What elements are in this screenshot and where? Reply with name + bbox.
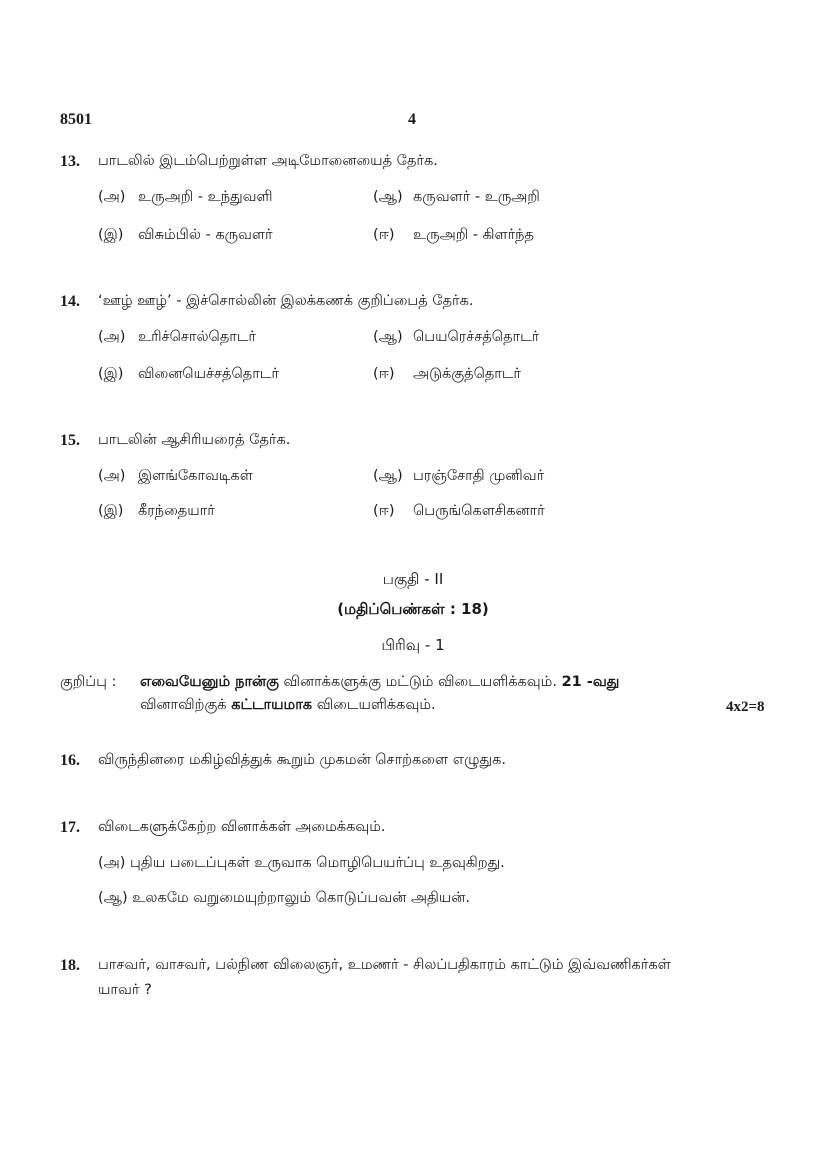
question-number: 18.: [60, 957, 80, 974]
option-label: (அ): [98, 468, 126, 484]
option-text: அடுக்குத்தொடர்: [413, 366, 521, 382]
option-label: (ஈ): [373, 366, 395, 382]
note-label: குறிப்பு :: [60, 674, 117, 690]
option-ii: [373, 503, 545, 521]
sub-question-label: (அ): [98, 855, 126, 871]
note-line-1: [140, 674, 619, 692]
question-text: விருந்தினரை மகிழ்வித்துக் கூறும் முகமன் சொற்களை எழுதுக.: [98, 752, 506, 768]
option-text: பரஞ்சோதி முனிவர்: [413, 468, 545, 484]
option-label: (ஆ): [373, 189, 403, 205]
option-text: வினையெச்சத்தொடர்: [138, 366, 279, 382]
option-label: (அ): [98, 329, 126, 345]
option-label: (ஆ): [373, 329, 403, 345]
sub-question-text: உலகமே வறுமையுற்றாலும் கொடுப்பவன் அதியன்.: [132, 890, 470, 906]
option-label: (இ): [98, 227, 124, 243]
sub-question-text: புதிய படைப்புகள் உருவாக மொழிபெயர்ப்பு உதவுகிறது.: [130, 855, 505, 871]
marks-scheme: 4x2=8: [726, 699, 765, 715]
question-text: பாடலின் ஆசிரியரைத் தேர்க.: [98, 432, 291, 448]
note-text: வினாவிற்குக்: [140, 697, 227, 713]
option-a: [98, 189, 273, 207]
option-text: கருவளர் - உருஅறி: [413, 189, 540, 205]
question-number: 13.: [60, 153, 80, 170]
paper-code: 8501: [60, 111, 92, 128]
question-number: 16.: [60, 752, 80, 769]
option-a: [98, 329, 256, 347]
question-number: 14.: [60, 293, 80, 310]
note-text: வினாக்களுக்கு மட்டும் விடையளிக்கவும்.: [283, 674, 557, 690]
note-emphasis: கட்டாயமாக: [231, 697, 313, 713]
sub-question-aa: [98, 890, 470, 908]
option-text: விசும்பில் - கருவளர்: [138, 227, 273, 243]
option-aa: [373, 189, 540, 207]
option-ii: [373, 366, 521, 384]
question-text-line-2: யாவர் ?: [98, 982, 152, 998]
option-label: (இ): [98, 503, 124, 519]
option-aa: [373, 468, 544, 486]
option-label: (அ): [98, 189, 126, 205]
option-i: [98, 366, 279, 384]
option-text: உரிச்சொல்தொடர்: [138, 329, 256, 345]
note-line-2: [140, 697, 436, 715]
question-text-line-1: பாசவர், வாசவர், பல்நிண விலைஞர், உமணர் - சிலப்பதிகாரம் காட்டும் இவ்வணிகர்கள்: [98, 957, 671, 973]
note-emphasis: எவையேனும் நான்கு: [140, 674, 279, 690]
option-text: பெயரெச்சத்தொடர்: [413, 329, 540, 345]
page-number: 4: [408, 111, 416, 128]
note-text: விடையளிக்கவும்.: [316, 697, 436, 713]
option-text: கீரந்தையார்: [138, 503, 215, 519]
marks-heading: (மதிப்பெண்கள் : 18): [337, 600, 489, 618]
option-label: (ஈ): [373, 503, 395, 519]
option-ii: [373, 227, 534, 245]
option-text: இளங்கோவடிகள்: [138, 468, 253, 484]
option-a: [98, 468, 253, 486]
option-text: பெருங்கௌசிகனார்: [413, 503, 545, 519]
option-label: (ஈ): [373, 227, 395, 243]
option-text: உருஅறி - உந்துவளி: [138, 189, 273, 205]
question-text: பாடலில் இடம்பெற்றுள்ள அடிமோனையைத் தேர்க.: [98, 153, 438, 169]
subsection-heading: பிரிவு - 1: [381, 636, 445, 654]
option-aa: [373, 329, 539, 347]
question-text: ‘ஊழ் ஊழ்’ - இச்சொல்லின் இலக்கணக் குறிப்பைத் தேர்க.: [98, 293, 474, 309]
part-heading: பகுதி - II: [382, 570, 444, 588]
option-label: (ஆ): [373, 468, 403, 484]
option-i: [98, 227, 273, 245]
question-number: 17.: [60, 819, 80, 836]
option-label: (இ): [98, 366, 124, 382]
note-emphasis: 21 -வது: [561, 674, 620, 690]
sub-question-a: [98, 855, 505, 873]
sub-question-label: (ஆ): [98, 890, 128, 906]
option-i: [98, 503, 215, 521]
option-text: உருஅறி - கிளர்ந்த: [413, 227, 534, 243]
question-number: 15.: [60, 432, 80, 449]
question-text: விடைகளுக்கேற்ற வினாக்கள் அமைக்கவும்.: [98, 819, 386, 835]
